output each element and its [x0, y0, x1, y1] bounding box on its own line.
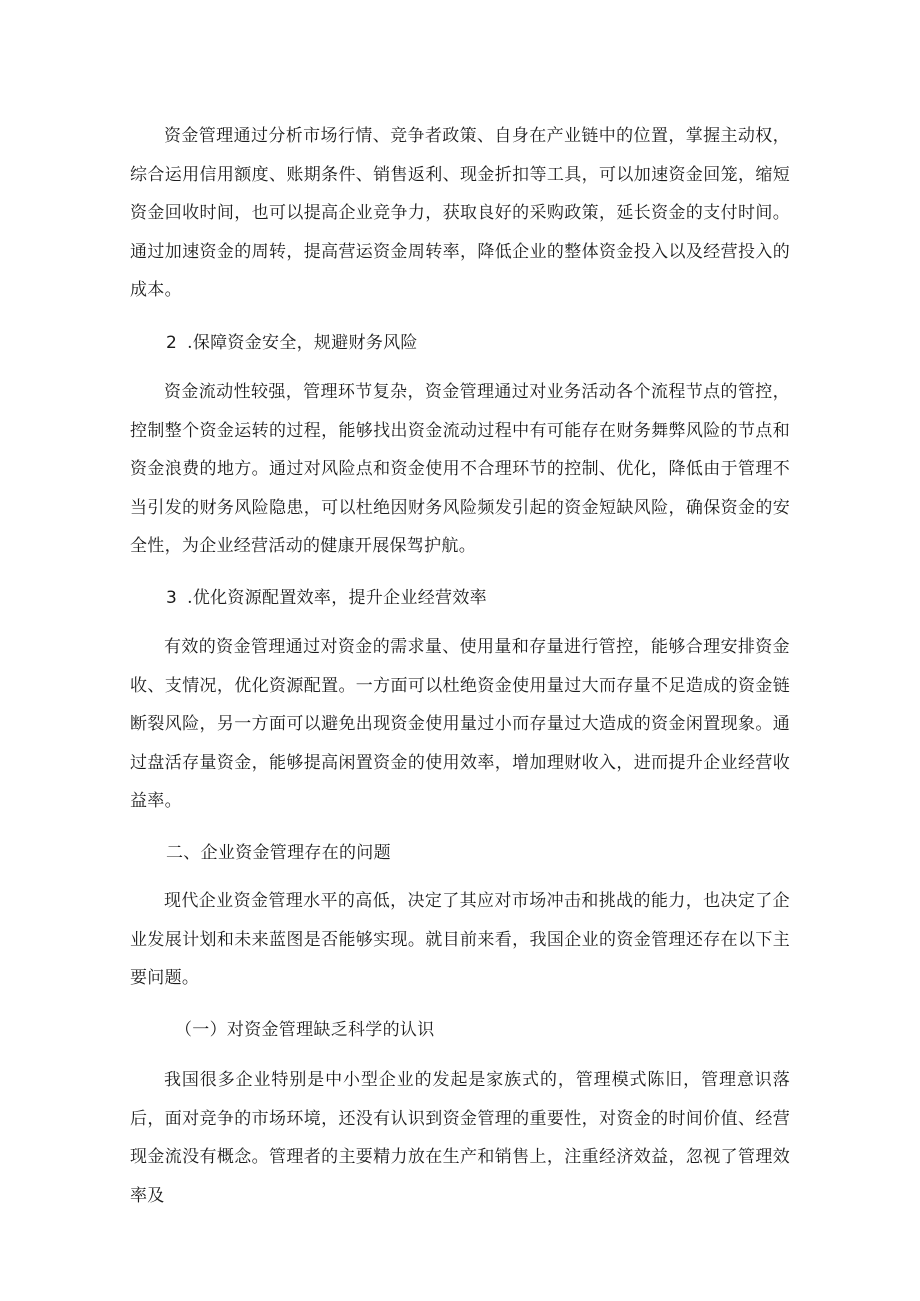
heading-ensure-fund-safety	[166, 331, 418, 355]
heading-text: .保障资金安全，规避财务风险	[187, 333, 418, 353]
paragraph-family-enterprises: 我国很多企业特别是中小型企业的发起是家族式的，管理模式陈旧，管理意识落后，面对竞争的市场环境，还没有认识到资金管理的重要性，对资金的时间价值、经营现金流没有概念。管理者的主要精力放在生产和销售上，注重经济效益，忽视了管理效率及	[130, 1070, 790, 1206]
paragraph-funds-management-tools: 资金管理通过分析市场行情、竞争者政策、自身在产业链中的位置，掌握主动权，综合运用信用额度、账期条件、销售返利、现金折扣等工具，可以加速资金回笼，缩短资金回收时间，也可以提高企业竞争力，获取良好的采购政策，延长资金的支付时间。通过加速资金的周转，提高营运资金周转率，降低企业的整体资金投入以及经营投入的成本。	[130, 126, 790, 300]
paragraph-fund-safety: 资金流动性较强，管理环节复杂，资金管理通过对业务活动各个流程节点的管控，控制整个资金运转的过程，能够找出资金流动过程中有可能存在财务舞弊风险的节点和资金浪费的地方。通过对风险点和资金使用不合理环节的控制、优化，降低由于管理不当引发的财务风险隐患，可以杜绝因财务风险频发引起的资金短缺风险，确保资金的安全性，为企业经营活动的健康开展保驾护航。	[130, 382, 790, 556]
paragraph-resource-allocation: 有效的资金管理通过对资金的需求量、使用量和存量进行管控，能够合理安排资金收、支情况，优化资源配置。一方面可以杜绝资金使用量过大而存量不足造成的资金链断裂风险，另一方面可以避免出现资金使用量过小而存量过大造成的资金闲置现象。通过盘活存量资金，能够提高闲置资金的使用效率，增加理财收入，进而提升企业经营收益率。	[130, 637, 790, 811]
subheading-lack-of-scientific-understanding: （一）对资金管理缺乏科学的认识	[175, 1020, 435, 1040]
section-heading-existing-problems: 二、企业资金管理存在的问题	[166, 843, 391, 863]
heading-number: 3	[166, 588, 178, 608]
paragraph-problems-intro: 现代企业资金管理水平的高低，决定了其应对市场冲击和挑战的能力，也决定了企业发展计划和未来蓝图是否能够实现。就目前来看，我国企业的资金管理还存在以下主要问题。	[130, 891, 790, 988]
heading-text: .优化资源配置效率，提升企业经营效率	[187, 588, 487, 608]
heading-optimize-resources	[166, 586, 487, 610]
heading-number: 2	[166, 333, 178, 353]
